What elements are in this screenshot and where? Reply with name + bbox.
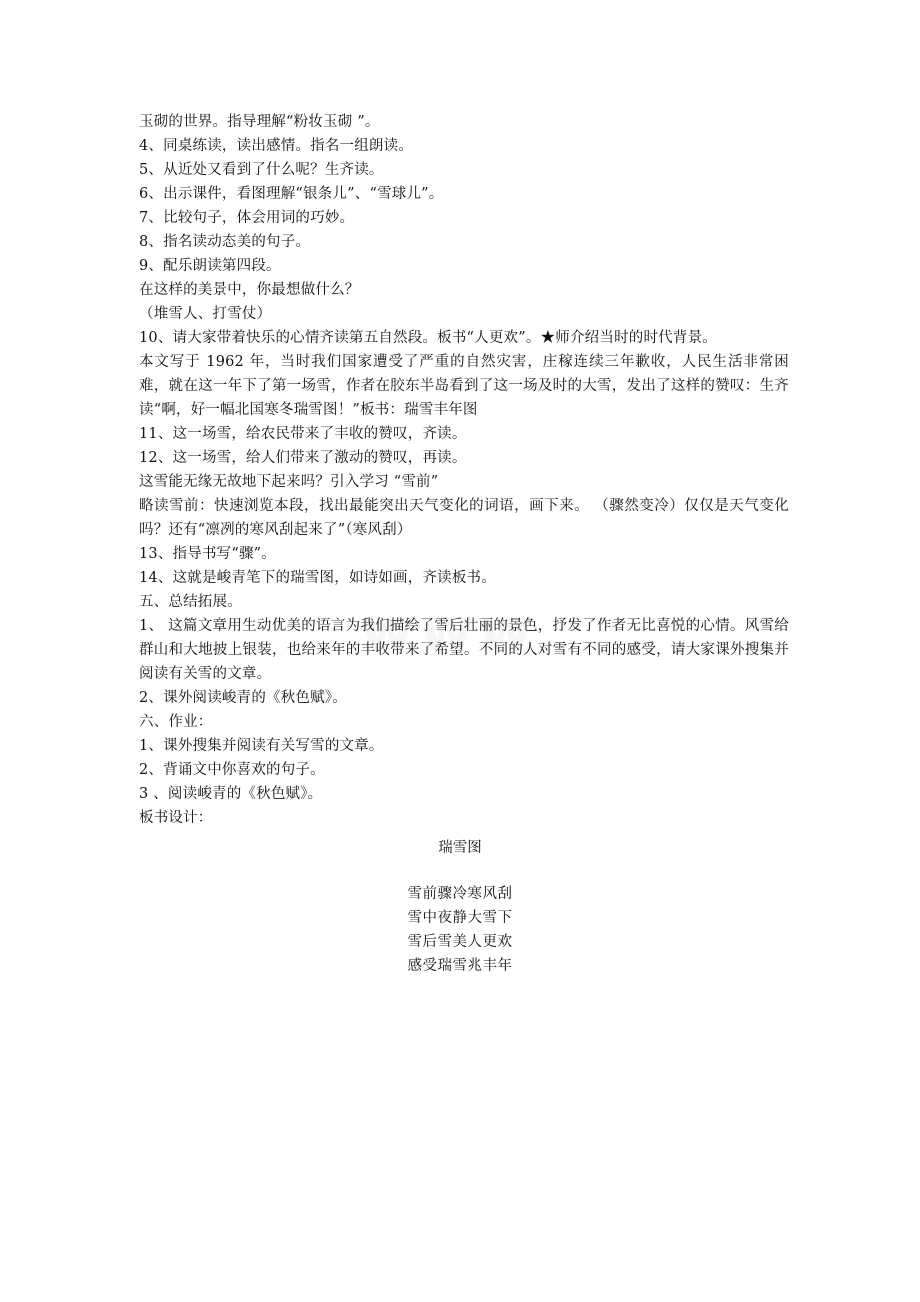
text-line: 5、从近处又看到了什么呢？生齐读。 — [139, 162, 384, 178]
text-line: 9、配乐朗读第四段。 — [139, 258, 281, 274]
text-line: 12、这一场雪，给人们带来了激动的赞叹，再读。 — [139, 450, 467, 466]
board-title: 瑞雪图 — [438, 840, 482, 856]
section-heading: 五、总结拓展。 — [139, 594, 242, 610]
before-snow-paragraph: 略读雪前：快速浏览本段，找出最能突出天气变化的词语，画下来。 （骤然变冷）仅仅是天气变化吗？还有“凛冽的寒风刮起来了”（寒风刮） — [139, 498, 789, 538]
summary-paragraph: 1、 这篇文章用生动优美的语言为我们描绘了雪后壮丽的景色，抒发了作者无比喜悦的心情。风雪给群山和大地披上银装，也给来年的丰收带来了希望。不同的人对雪有不同的感受，请大家课外搜集并阅读有关雪的文章。 — [139, 618, 789, 682]
board-design-label: 板书设计： — [139, 810, 213, 826]
text-line: 在这样的美景中，你最想做什么？ — [139, 282, 360, 298]
text-line: 3 、阅读峻青的《秋色赋》。 — [139, 786, 323, 802]
board-line: 雪前骤冷寒风刮 — [407, 886, 513, 902]
text-line: 2、背诵文中你喜欢的句子。 — [139, 762, 325, 778]
section-heading: 六、作业： — [139, 714, 213, 730]
text-line: 6、出示课件，看图理解“银条儿”、“雪球儿”。 — [139, 186, 444, 202]
document-body — [139, 110, 789, 830]
text-line: 10、请大家带着快乐的心情齐读第五自然段。板书“人更欢”。★师介绍当时的时代背景。 — [139, 330, 717, 346]
background-paragraph: 本文写于 1962 年，当时我们国家遭受了严重的自然灾害，庄稼连续三年歉收，人民生活非常困难，就在这一年下了第一场雪，作者在胶东半岛看到了这一场及时的大雪，发出了这样的赞叹：生齐读“啊，好一幅北国寒冬瑞雪图！”板书：瑞雪丰年图 — [139, 354, 789, 418]
watermark: www — [360, 595, 539, 663]
text-line: 2、课外阅读峻青的《秋色赋》。 — [139, 690, 347, 706]
board-line: 雪后雪美人更欢 — [407, 934, 513, 950]
text-line: 7、比较句子，体会用词的巧妙。 — [139, 210, 355, 226]
text-line: 11、这一场雪，给农民带来了丰收的赞叹，齐读。 — [139, 426, 467, 442]
text-line: 1、课外搜集并阅读有关写雪的文章。 — [139, 738, 384, 754]
text-line: 14、这就是峻青笔下的瑞雪图，如诗如画，齐读板书。 — [139, 570, 496, 586]
text-line: 4、同桌练读，读出感情。指名一组朗读。 — [139, 138, 414, 154]
board-line: 感受瑞雪兆丰年 — [407, 958, 513, 974]
text-line: 13、指导书写“骤”。 — [139, 546, 276, 562]
text-line: 8、指名读动态美的句子。 — [139, 234, 311, 250]
text-line: 玉砌的世界。指导理解“粉妆玉砌 ”。 — [139, 114, 380, 130]
text-line: 这雪能无缘无故地下起来吗？引入学习 “雪前” — [139, 474, 439, 490]
board-line: 雪中夜静大雪下 — [407, 910, 513, 926]
text-line: （堆雪人、打雪仗） — [139, 306, 272, 322]
board-lines — [0, 882, 920, 978]
